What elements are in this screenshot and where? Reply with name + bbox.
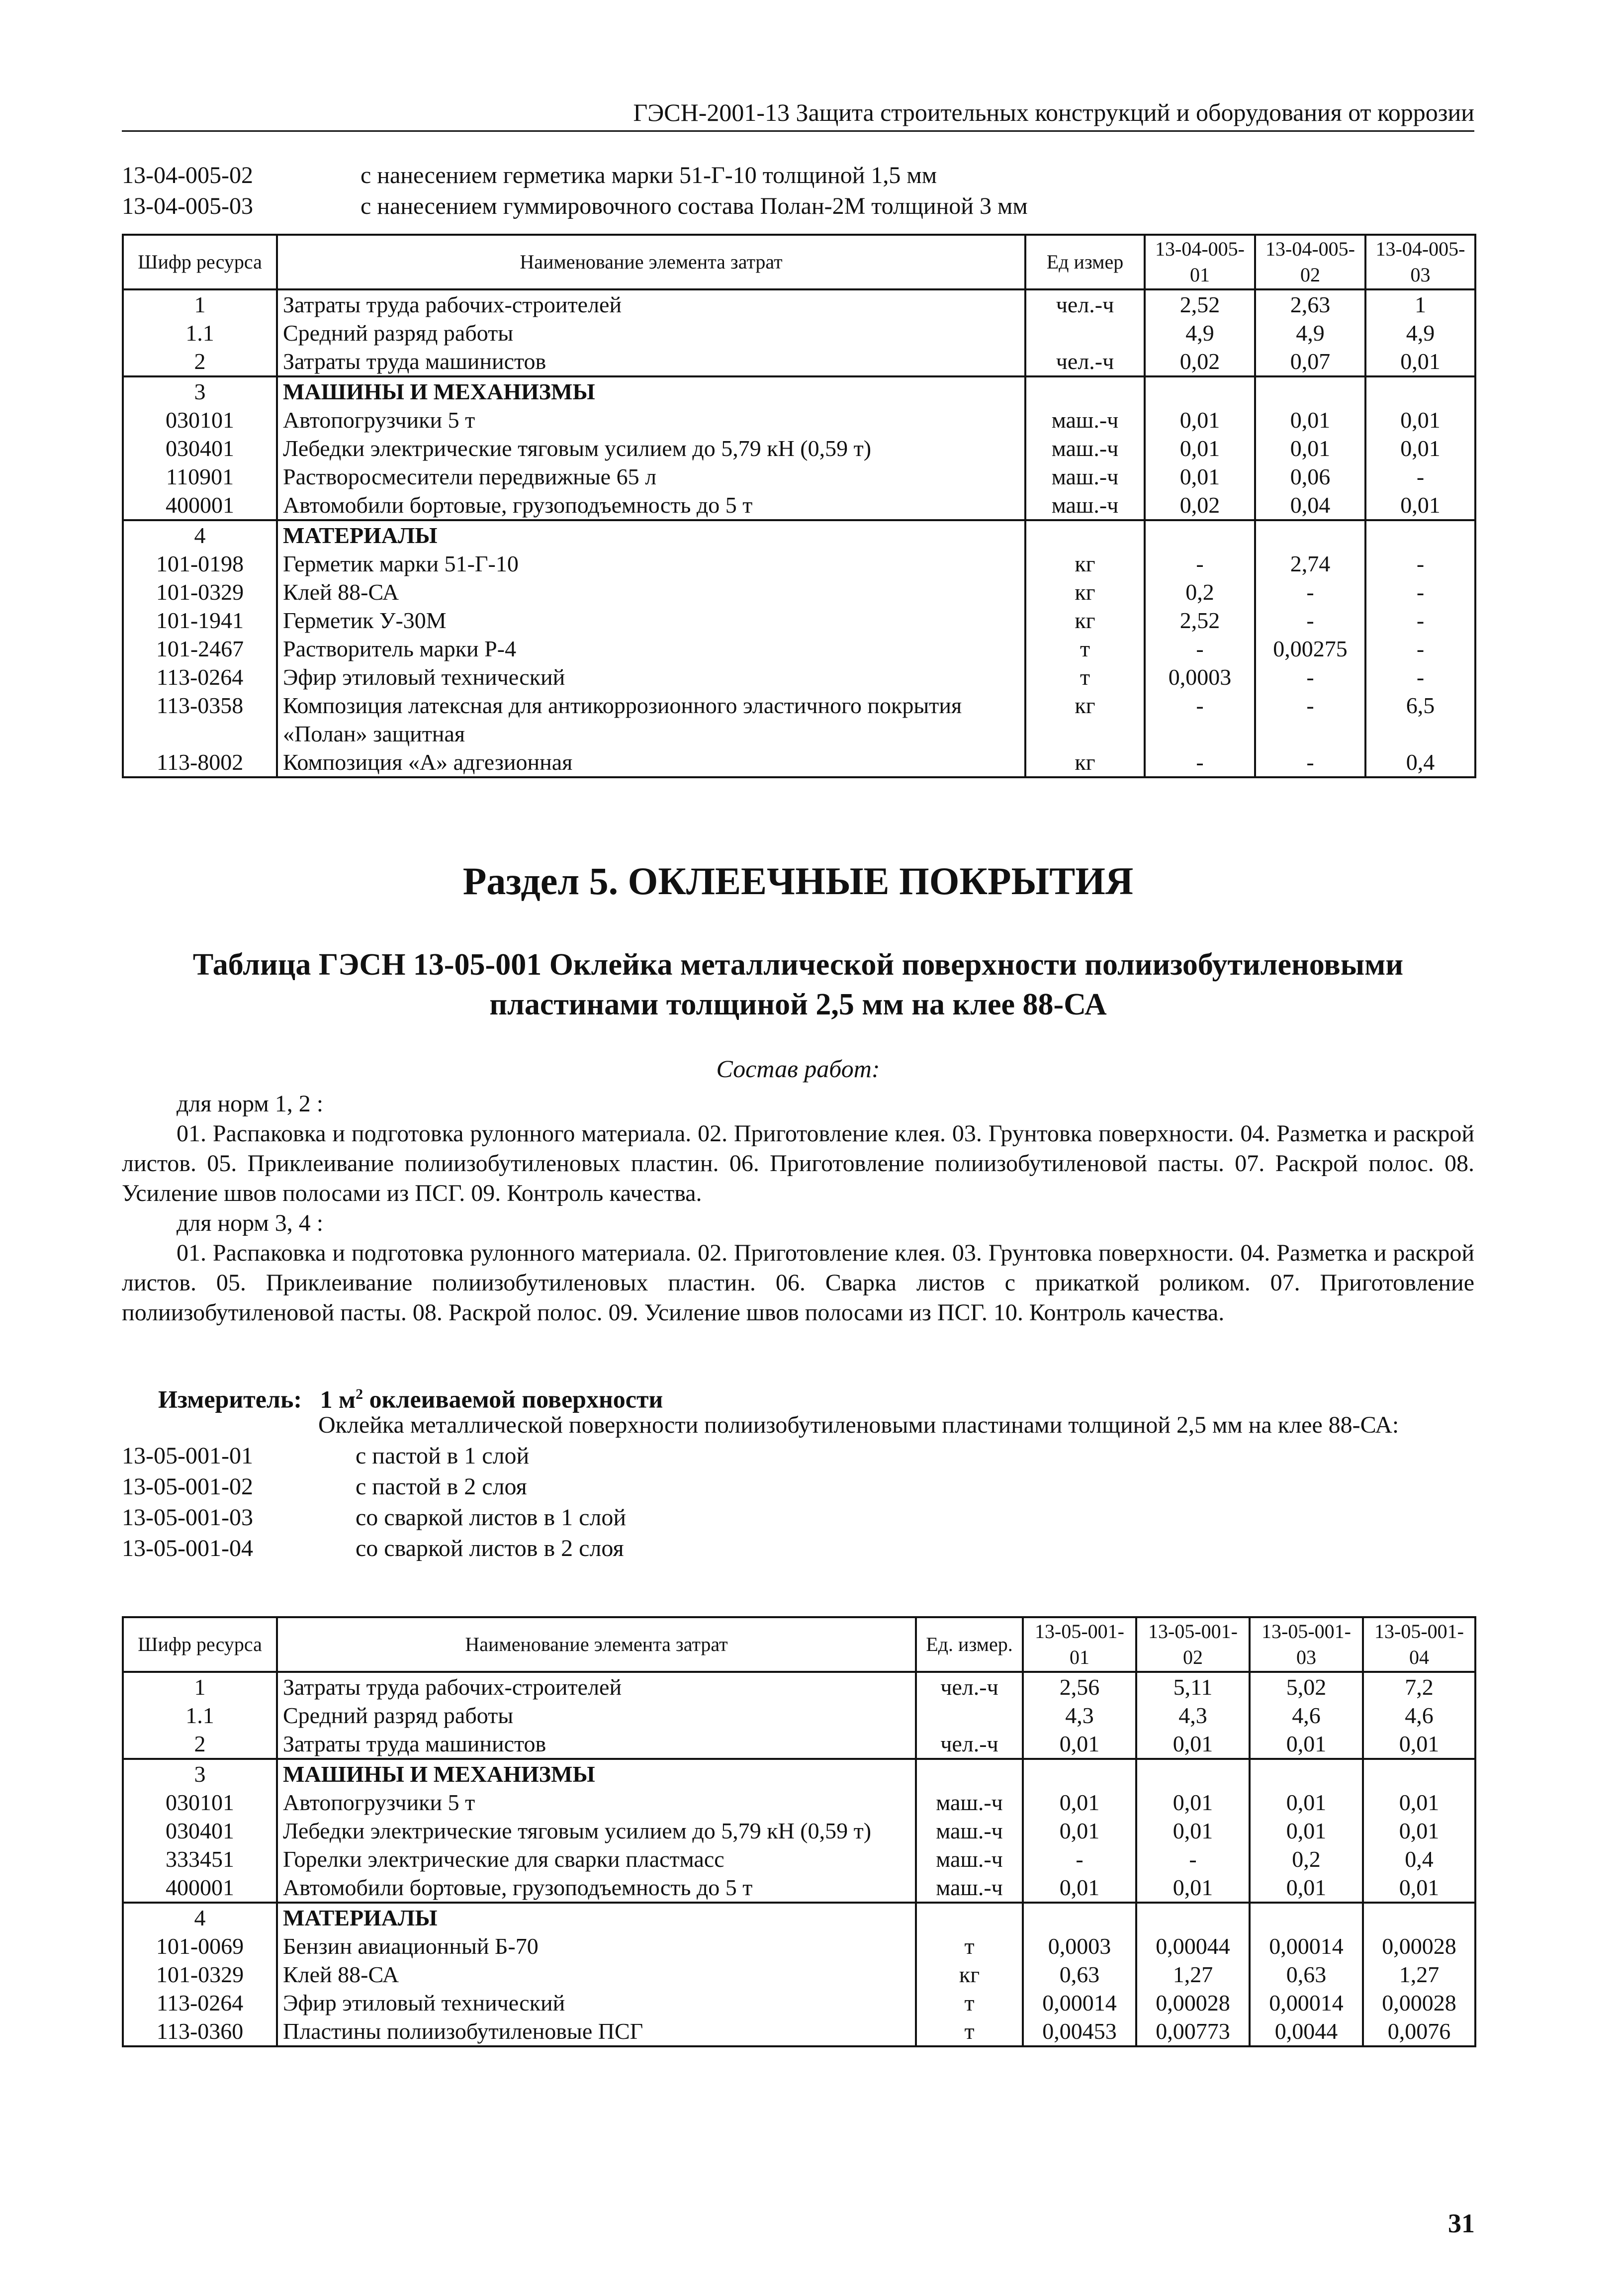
cell-unit: кг <box>1025 549 1145 578</box>
norms-3-4-label: для норм 3, 4 : <box>177 1210 324 1236</box>
cell-name: Затраты труда рабочих-строителей <box>277 1672 916 1701</box>
cell-unit: маш.-ч <box>1025 406 1145 434</box>
pre-line <box>122 191 1028 222</box>
cell-code: 400001 <box>123 491 277 520</box>
cell-name: Эфир этиловый технический <box>277 663 1025 691</box>
table-row <box>123 520 1475 549</box>
table-row <box>123 1960 1475 1989</box>
cell-value: 1,27 <box>1363 1960 1475 1989</box>
norms-1-2-label: для норм 1, 2 : <box>177 1091 324 1117</box>
cell-code: 3 <box>123 1759 277 1788</box>
cell-name: Герметик У-30М <box>277 606 1025 635</box>
cell-code: 3 <box>123 376 277 406</box>
cell-code: 113-8002 <box>123 748 277 777</box>
cell-unit <box>1025 376 1145 406</box>
norm-desc: со сваркой листов в 1 слой <box>356 1504 627 1531</box>
col-header-norm: 13-05-001-02 <box>1136 1617 1250 1672</box>
table-row <box>123 1672 1475 1701</box>
resource-table-13-04-005 <box>122 234 1476 778</box>
col-header-code: Шифр ресурса <box>123 235 277 289</box>
cell-unit: чел.-ч <box>1025 347 1145 376</box>
composition-label: Состав работ: <box>716 1055 880 1083</box>
cell-name: Затраты труда машинистов <box>277 1730 916 1759</box>
cell-unit: чел.-ч <box>1025 289 1145 319</box>
norm-desc: с нанесением герметика марки 51-Г-10 толщиной 1,5 мм <box>361 162 937 188</box>
variant-line <box>122 1502 1474 1533</box>
cell-value: 0,01 <box>1363 1873 1475 1903</box>
cell-name: Горелки электрические для сварки пластмасс <box>277 1845 916 1873</box>
cell-unit <box>916 1759 1023 1788</box>
table-row <box>123 578 1475 606</box>
cell-name: Автопогрузчики 5 т <box>277 1788 916 1817</box>
section-title: Раздел 5. ОКЛЕЕЧНЫЕ ПОКРЫТИЯ <box>462 859 1134 903</box>
page-number: 31 <box>1448 2208 1475 2238</box>
cell-code: 1 <box>123 1672 277 1701</box>
cell-value: 0,00014 <box>1250 1932 1363 1960</box>
cell-value: - <box>1255 663 1365 691</box>
cell-unit: кг <box>1025 748 1145 777</box>
cell-value: 0,01 <box>1250 1730 1363 1759</box>
cell-value: 0,00044 <box>1136 1932 1250 1960</box>
cell-unit <box>1025 319 1145 347</box>
cell-value <box>1136 1903 1250 1932</box>
cell-value: 0,04 <box>1255 491 1365 520</box>
measure-label: Измеритель: <box>158 1385 302 1413</box>
running-header: ГЭСН-2001-13 Защита строительных конструкций и оборудования от коррозии <box>122 97 1474 132</box>
cell-code: 101-0329 <box>123 578 277 606</box>
cell-name: Затраты труда рабочих-строителей <box>277 289 1025 319</box>
table-row <box>123 434 1475 462</box>
cell-value: 0,01 <box>1023 1873 1136 1903</box>
cell-value: - <box>1145 748 1255 777</box>
cell-value: - <box>1136 1845 1250 1873</box>
cell-code: 1.1 <box>123 1701 277 1730</box>
cell-code: 333451 <box>123 1845 277 1873</box>
cell-value: 0,01 <box>1255 406 1365 434</box>
cell-value: 0,01 <box>1255 434 1365 462</box>
col-header-norm: 13-05-001-03 <box>1250 1617 1363 1672</box>
cell-value <box>1145 520 1255 549</box>
cell-value: 0,02 <box>1145 347 1255 376</box>
table-row <box>123 376 1475 406</box>
cell-value: 0,01 <box>1136 1873 1250 1903</box>
cell-value: 4,9 <box>1365 319 1475 347</box>
table-row <box>123 663 1475 691</box>
table-row <box>123 549 1475 578</box>
resource-table-13-05-001 <box>122 1616 1476 2047</box>
norm-desc: с нанесением гуммировочного состава Полан-2М толщиной 3 мм <box>361 193 1028 219</box>
table-row <box>123 491 1475 520</box>
cell-unit: кг <box>1025 578 1145 606</box>
cell-value <box>1255 520 1365 549</box>
cell-code: 101-1941 <box>123 606 277 635</box>
cell-value <box>1365 376 1475 406</box>
norms-3-4-text: 01. Распаковка и подготовка рулонного материала. 02. Приготовление клея. 03. Грунтовка поверхности. 04. Разметка и раскрой листов. 05. Приклеивание полиизобутиленовых пластин. 06. Сварка листов с прикаткой роликом. 07. Приготовление полиизобутиленовой пасты. 08. Раскрой полос. 09. Усиление швов полосами из ПСГ. 10. Контроль качества. <box>122 1240 1474 1326</box>
cell-value: 0,01 <box>1136 1788 1250 1817</box>
cell-value: 0,63 <box>1023 1960 1136 1989</box>
cell-value <box>1363 1759 1475 1788</box>
cell-value: 0,00014 <box>1023 1989 1136 2017</box>
cell-value <box>1023 1759 1136 1788</box>
variant-line <box>122 1441 1474 1471</box>
cell-code: 113-0358 <box>123 691 277 748</box>
cell-value: - <box>1255 606 1365 635</box>
cell-value: 2,52 <box>1145 606 1255 635</box>
cell-value: 0,00028 <box>1136 1989 1250 2017</box>
cell-value <box>1365 520 1475 549</box>
norm-code: 13-04-005-03 <box>122 193 253 219</box>
cell-value: 0,00028 <box>1363 1932 1475 1960</box>
cell-name: МАТЕРИАЛЫ <box>277 520 1025 549</box>
cell-name: МАШИНЫ И МЕХАНИЗМЫ <box>277 376 1025 406</box>
cell-value: 0,01 <box>1363 1730 1475 1759</box>
cell-name: Лебедки электрические тяговым усилием до 5,79 кН (0,59 т) <box>277 434 1025 462</box>
cell-name: Эфир этиловый технический <box>277 1989 916 2017</box>
table-row <box>123 319 1475 347</box>
cell-value: 2,63 <box>1255 289 1365 319</box>
cell-value: 7,2 <box>1363 1672 1475 1701</box>
cell-code: 4 <box>123 1903 277 1932</box>
cell-value: 4,3 <box>1136 1701 1250 1730</box>
variant-line <box>122 1533 1474 1564</box>
pre-lines <box>122 160 1028 222</box>
norm-code: 13-05-001-04 <box>122 1535 253 1561</box>
cell-value: 0,4 <box>1363 1845 1475 1873</box>
cell-code: 2 <box>123 1730 277 1759</box>
cell-value: - <box>1255 578 1365 606</box>
cell-code: 1 <box>123 289 277 319</box>
cell-code: 101-2467 <box>123 635 277 663</box>
cell-code: 2 <box>123 347 277 376</box>
cell-value <box>1250 1759 1363 1788</box>
cell-value: 0,01 <box>1250 1817 1363 1845</box>
cell-value: 0,01 <box>1365 347 1475 376</box>
variant-line <box>122 1471 1474 1502</box>
cell-unit: т <box>1025 635 1145 663</box>
cell-code: 113-0264 <box>123 663 277 691</box>
cell-name: Средний разряд работы <box>277 1701 916 1730</box>
cell-name: Клей 88-СА <box>277 1960 916 1989</box>
cell-code: 113-0360 <box>123 2017 277 2046</box>
cell-value: 0,01 <box>1250 1788 1363 1817</box>
norms-1-2-text: 01. Распаковка и подготовка рулонного материала. 02. Приготовление клея. 03. Грунтовка поверхности. 04. Разметка и раскрой листов. 05. Приклеивание полиизобутиленовых пластин. 06. Приготовление полиизобутиленовой пасты. 07. Раскрой полос. 08. Усиление швов полосами из ПСГ. 09. Контроль качества. <box>122 1120 1474 1206</box>
cell-unit: маш.-ч <box>1025 462 1145 491</box>
cell-value <box>1363 1903 1475 1932</box>
cell-code: 030101 <box>123 1788 277 1817</box>
table-row <box>123 691 1475 748</box>
cell-code: 030401 <box>123 1817 277 1845</box>
cell-value: 0,0003 <box>1023 1932 1136 1960</box>
table-header-row <box>123 235 1475 289</box>
cell-name: Композиция «А» адгезионная <box>277 748 1025 777</box>
cell-value <box>1250 1903 1363 1932</box>
cell-value: 0,02 <box>1145 491 1255 520</box>
cell-unit: т <box>916 1989 1023 2017</box>
cell-value: 2,52 <box>1145 289 1255 319</box>
measure-line <box>158 1379 663 1415</box>
cell-value: 0,00773 <box>1136 2017 1250 2046</box>
cell-unit <box>916 1903 1023 1932</box>
cell-value: 0,0076 <box>1363 2017 1475 2046</box>
cell-unit <box>1025 520 1145 549</box>
cell-value: - <box>1255 691 1365 748</box>
cell-value: 5,11 <box>1136 1672 1250 1701</box>
table-row <box>123 1817 1475 1845</box>
cell-value: 0,4 <box>1365 748 1475 777</box>
cell-unit <box>916 1701 1023 1730</box>
cell-value: 4,9 <box>1255 319 1365 347</box>
cell-unit: маш.-ч <box>916 1788 1023 1817</box>
cell-value: - <box>1365 663 1475 691</box>
cell-value: 0,01 <box>1023 1817 1136 1845</box>
cell-value: 4,9 <box>1145 319 1255 347</box>
col-header-norm: 13-04-005-02 <box>1255 235 1365 289</box>
cell-value: 0,06 <box>1255 462 1365 491</box>
cell-value: 0,0003 <box>1145 663 1255 691</box>
table-row <box>123 748 1475 777</box>
cell-value: 0,0044 <box>1250 2017 1363 2046</box>
cell-unit: кг <box>916 1960 1023 1989</box>
cell-name: Растворитель марки Р-4 <box>277 635 1025 663</box>
col-header-norm: 13-04-005-03 <box>1365 235 1475 289</box>
cell-name: Затраты труда машинистов <box>277 347 1025 376</box>
cell-value: 4,3 <box>1023 1701 1136 1730</box>
cell-value: 0,01 <box>1365 491 1475 520</box>
cell-value: 6,5 <box>1365 691 1475 748</box>
cell-value: - <box>1023 1845 1136 1873</box>
cell-value: 0,00453 <box>1023 2017 1136 2046</box>
table-row <box>123 2017 1475 2046</box>
col-header-norm: 13-04-005-01 <box>1145 235 1255 289</box>
col-header-name: Наименование элемента затрат <box>277 1617 916 1672</box>
cell-value: 0,01 <box>1145 462 1255 491</box>
cell-value: 0,01 <box>1023 1730 1136 1759</box>
cell-value: 4,6 <box>1250 1701 1363 1730</box>
cell-value <box>1023 1903 1136 1932</box>
cell-unit: маш.-ч <box>1025 434 1145 462</box>
cell-value: 0,00275 <box>1255 635 1365 663</box>
cell-unit: кг <box>1025 606 1145 635</box>
measure-value: 1 м <box>320 1385 356 1413</box>
cell-name: Автопогрузчики 5 т <box>277 406 1025 434</box>
cell-value: 0,01 <box>1363 1788 1475 1817</box>
cell-value: - <box>1145 549 1255 578</box>
norm-code: 13-05-001-03 <box>122 1504 253 1531</box>
table-row <box>123 1932 1475 1960</box>
col-header-norm: 13-05-001-04 <box>1363 1617 1475 1672</box>
col-header-norm: 13-05-001-01 <box>1023 1617 1136 1672</box>
cell-value: 0,01 <box>1145 406 1255 434</box>
cell-unit: маш.-ч <box>1025 491 1145 520</box>
cell-value: 4,6 <box>1363 1701 1475 1730</box>
table-row <box>123 347 1475 376</box>
cell-value: - <box>1145 635 1255 663</box>
col-header-unit: Ед. измер. <box>916 1617 1023 1672</box>
cell-value <box>1136 1759 1250 1788</box>
variants-head: Оклейка металлической поверхности полиизобутиленовыми пластинами толщиной 2,5 мм на клее 88-СА: <box>318 1412 1399 1438</box>
measure-sup: 2 <box>356 1386 363 1402</box>
cell-code: 113-0264 <box>123 1989 277 2017</box>
cell-value: 0,01 <box>1365 406 1475 434</box>
cell-unit: т <box>1025 663 1145 691</box>
cell-name: Растворосмесители передвижные 65 л <box>277 462 1025 491</box>
table-row <box>123 1845 1475 1873</box>
table-row <box>123 462 1475 491</box>
measure-tail: оклеиваемой поверхности <box>363 1385 663 1413</box>
cell-value: 0,01 <box>1023 1788 1136 1817</box>
cell-unit: маш.-ч <box>916 1873 1023 1903</box>
table-header-row <box>123 1617 1475 1672</box>
cell-name: МАШИНЫ И МЕХАНИЗМЫ <box>277 1759 916 1788</box>
cell-value: - <box>1365 606 1475 635</box>
cell-unit: т <box>916 1932 1023 1960</box>
table-row <box>123 1788 1475 1817</box>
cell-name: Герметик марки 51-Г-10 <box>277 549 1025 578</box>
cell-code: 4 <box>123 520 277 549</box>
col-header-name: Наименование элемента затрат <box>277 235 1025 289</box>
cell-value: - <box>1365 635 1475 663</box>
cell-value: 0,01 <box>1250 1873 1363 1903</box>
cell-name: МАТЕРИАЛЫ <box>277 1903 916 1932</box>
table-row <box>123 1701 1475 1730</box>
cell-value: 0,01 <box>1363 1817 1475 1845</box>
cell-unit: чел.-ч <box>916 1672 1023 1701</box>
cell-unit: кг <box>1025 691 1145 748</box>
cell-code: 101-0329 <box>123 1960 277 1989</box>
table-title: Таблица ГЭСН 13-05-001 Оклейка металлической поверхности полиизобутиленовыми пластинами толщиной 2,5 мм на клее 88-СА <box>192 948 1404 1021</box>
cell-unit: чел.-ч <box>916 1730 1023 1759</box>
cell-code: 1.1 <box>123 319 277 347</box>
cell-value: - <box>1365 462 1475 491</box>
cell-value: 0,07 <box>1255 347 1365 376</box>
cell-value <box>1255 376 1365 406</box>
table-row <box>123 606 1475 635</box>
cell-value: - <box>1255 748 1365 777</box>
cell-code: 101-0198 <box>123 549 277 578</box>
cell-value: 2,56 <box>1023 1672 1136 1701</box>
cell-name: Клей 88-СА <box>277 578 1025 606</box>
cell-code: 400001 <box>123 1873 277 1903</box>
table-row <box>123 1903 1475 1932</box>
cell-code: 101-0069 <box>123 1932 277 1960</box>
norm-code: 13-05-001-02 <box>122 1473 253 1500</box>
pre-line <box>122 160 1028 191</box>
variants-block <box>122 1410 1474 1564</box>
cell-value: 0,2 <box>1145 578 1255 606</box>
col-header-unit: Ед измер <box>1025 235 1145 289</box>
cell-name: Средний разряд работы <box>277 319 1025 347</box>
cell-name: Лебедки электрические тяговым усилием до 5,79 кН (0,59 т) <box>277 1817 916 1845</box>
cell-value: 0,01 <box>1145 434 1255 462</box>
cell-name: Бензин авиационный Б-70 <box>277 1932 916 1960</box>
cell-value: 0,01 <box>1136 1730 1250 1759</box>
norm-desc: с пастой в 2 слоя <box>356 1473 527 1500</box>
table-row <box>123 1873 1475 1903</box>
table-row <box>123 1730 1475 1759</box>
cell-unit: маш.-ч <box>916 1817 1023 1845</box>
cell-code: 030101 <box>123 406 277 434</box>
cell-value: 0,2 <box>1250 1845 1363 1873</box>
cell-value: 2,74 <box>1255 549 1365 578</box>
table-row <box>123 289 1475 319</box>
cell-value: 0,63 <box>1250 1960 1363 1989</box>
cell-unit: т <box>916 2017 1023 2046</box>
cell-value: 0,00014 <box>1250 1989 1363 2017</box>
norm-desc: с пастой в 1 слой <box>356 1443 530 1469</box>
cell-name: Автомобили бортовые, грузоподъемность до 5 т <box>277 1873 916 1903</box>
cell-unit: маш.-ч <box>916 1845 1023 1873</box>
col-header-code: Шифр ресурса <box>123 1617 277 1672</box>
norm-code: 13-05-001-01 <box>122 1443 253 1469</box>
cell-value: 0,00028 <box>1363 1989 1475 2017</box>
cell-value: - <box>1145 691 1255 748</box>
table-row <box>123 1759 1475 1788</box>
cell-code: 110901 <box>123 462 277 491</box>
table-row <box>123 1989 1475 2017</box>
cell-name: Пластины полиизобутиленовые ПСГ <box>277 2017 916 2046</box>
cell-name: Композиция латексная для антикоррозионного эластичного покрытия «Полан» защитная <box>277 691 1025 748</box>
cell-value: 5,02 <box>1250 1672 1363 1701</box>
norms-1-2-block <box>122 1089 1474 1328</box>
norm-desc: со сваркой листов в 2 слоя <box>356 1535 624 1561</box>
norm-code: 13-04-005-02 <box>122 162 253 188</box>
cell-value: - <box>1365 578 1475 606</box>
cell-value: 0,01 <box>1136 1817 1250 1845</box>
cell-name: Автомобили бортовые, грузоподъемность до 5 т <box>277 491 1025 520</box>
cell-value: 0,01 <box>1365 434 1475 462</box>
cell-value: - <box>1365 549 1475 578</box>
table-row <box>123 635 1475 663</box>
table-row <box>123 406 1475 434</box>
cell-code: 030401 <box>123 434 277 462</box>
cell-value <box>1145 376 1255 406</box>
cell-value: 1 <box>1365 289 1475 319</box>
cell-value: 1,27 <box>1136 1960 1250 1989</box>
